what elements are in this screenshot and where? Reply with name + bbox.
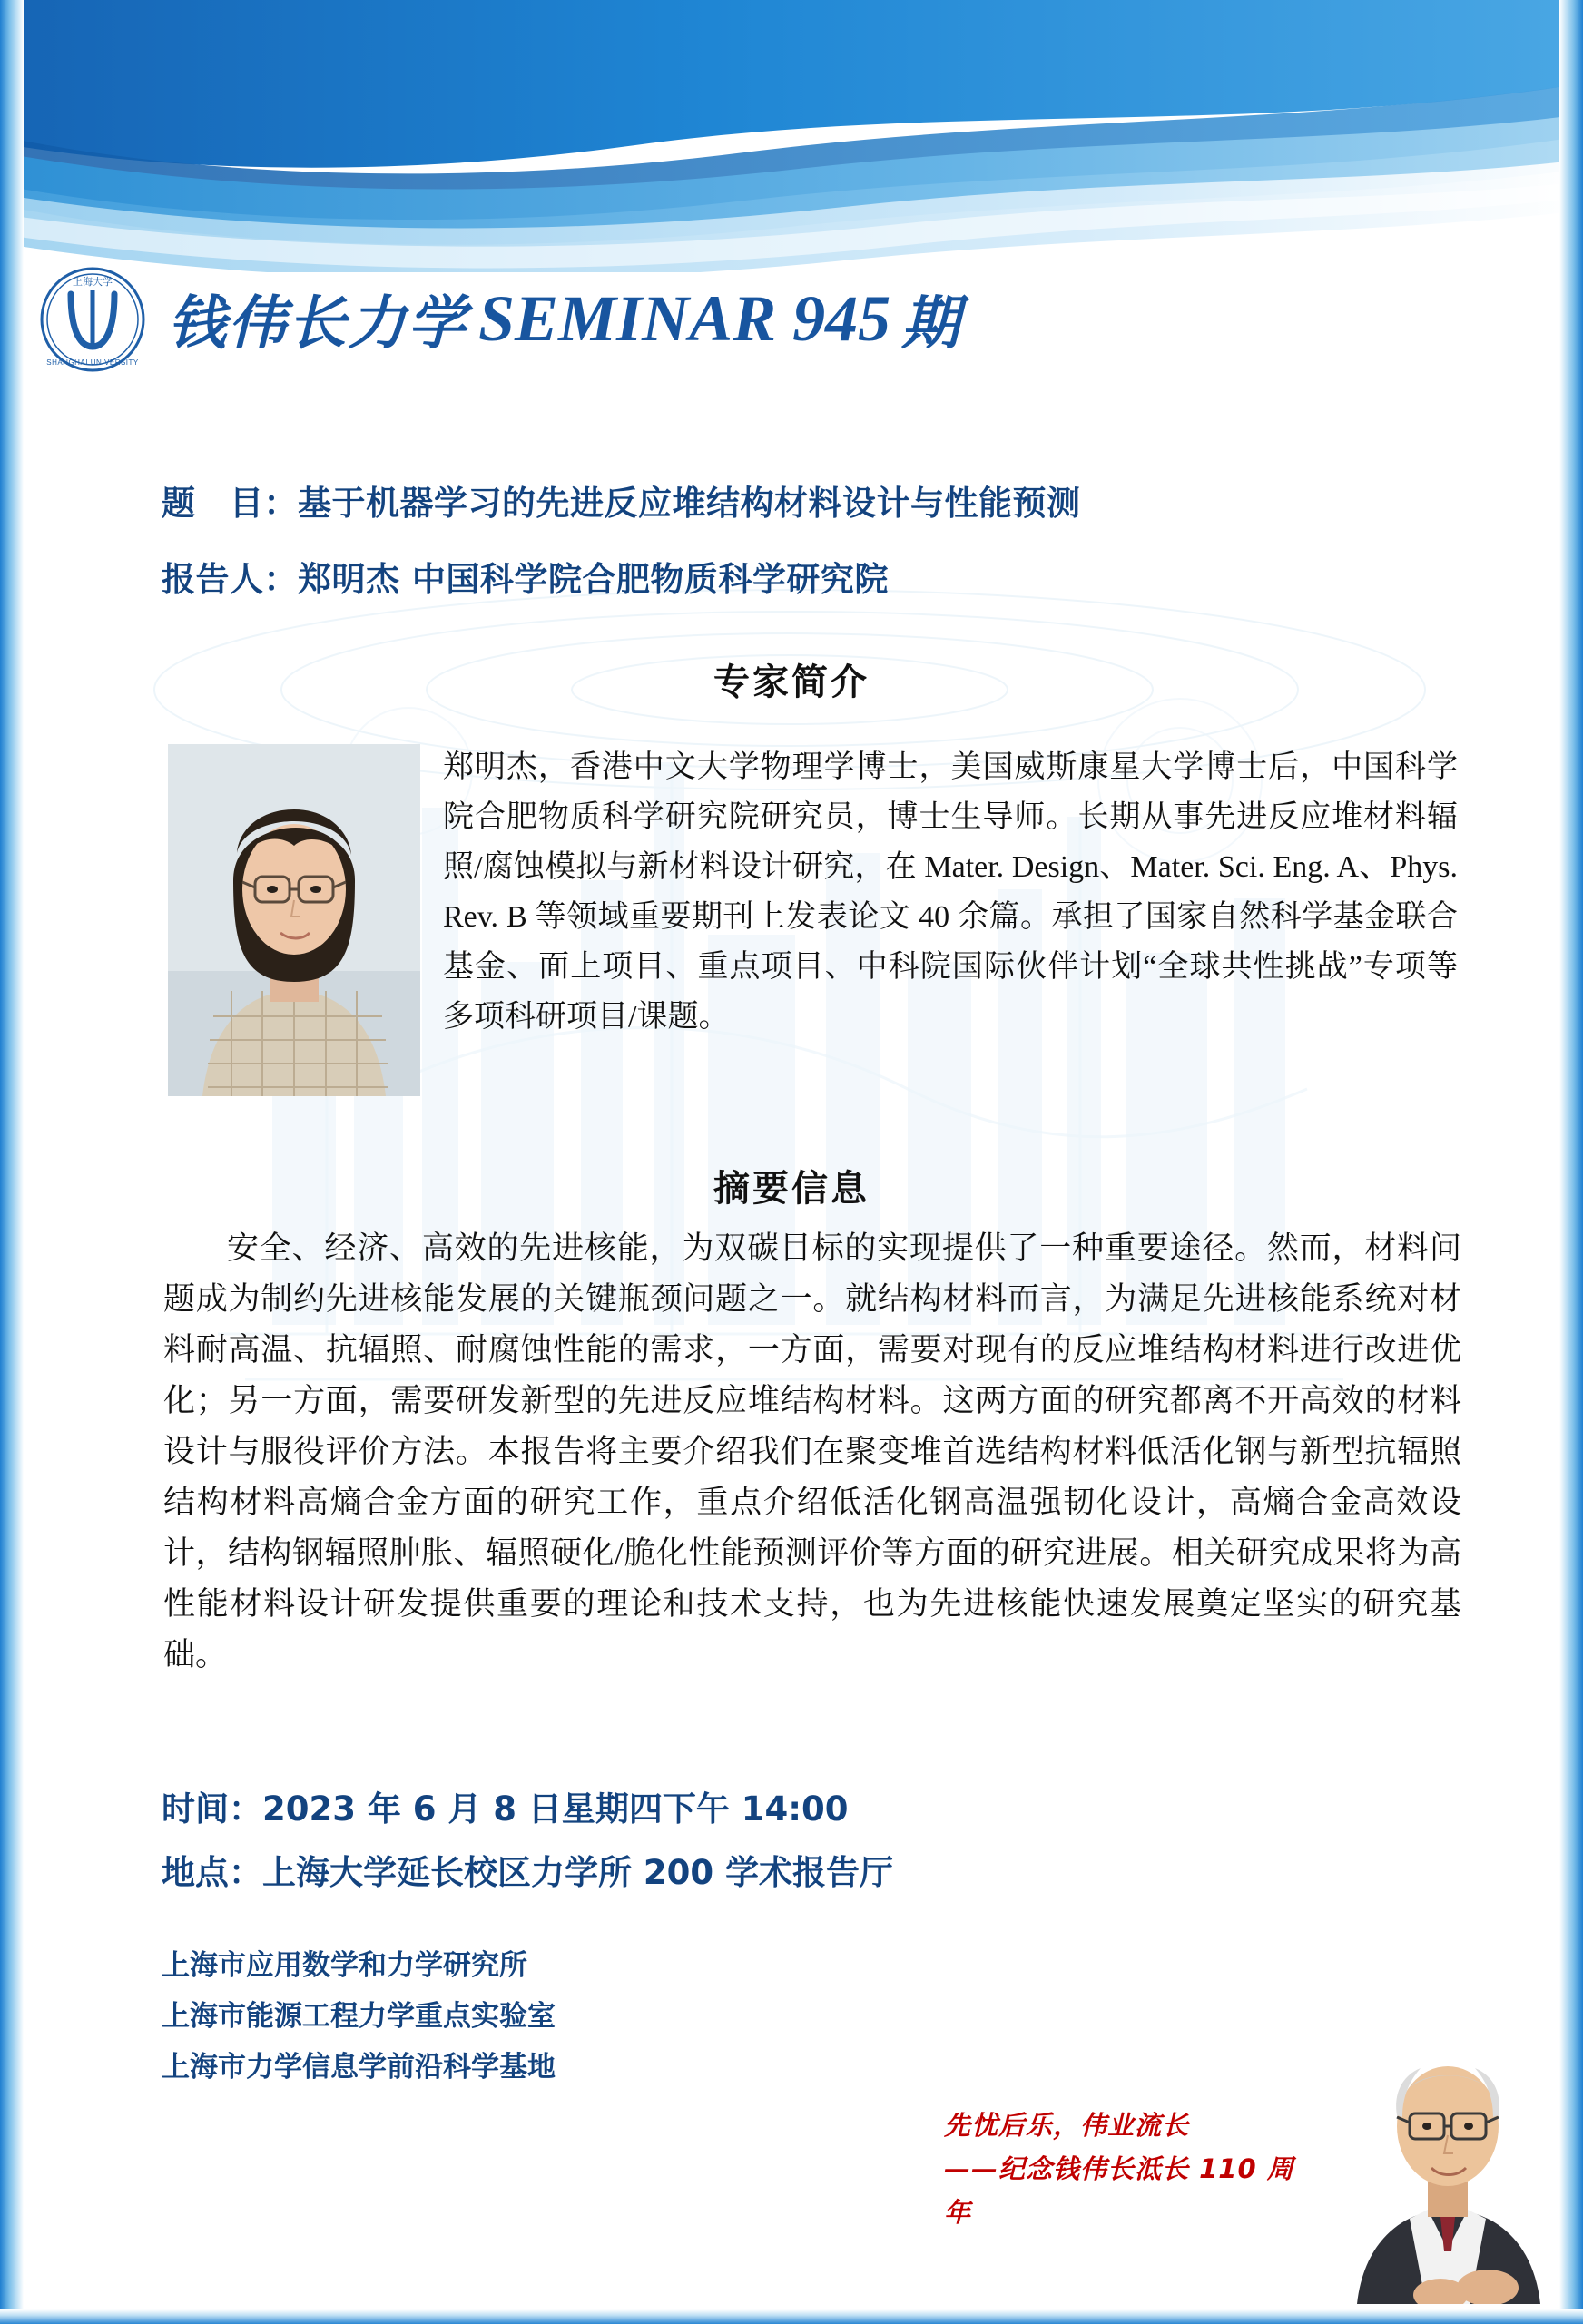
bottom-edge-gradient [0, 2309, 1583, 2324]
abstract-section-heading: 摘要信息 [713, 1168, 870, 1210]
organizer-line-2: 上海市能源工程力学重点实验室 [162, 2000, 556, 2033]
subject-line: 题 目：基于机器学习的先进反应堆结构材料设计与性能预测 [162, 484, 1081, 523]
shanghai-university-logo [27, 263, 159, 381]
commemorative-line-1: 先忧后乐，伟业流长 [944, 2110, 1190, 2141]
commemorative-line-2: ——纪念钱伟长泜长 110 周年 [944, 2153, 1294, 2228]
page-title [168, 277, 1439, 377]
expert-section-heading: 专家简介 [713, 662, 870, 703]
commemorative-slogan [944, 2103, 1307, 2234]
speaker-line: 报告人：郑明杰 中国科学院合肥物质科学研究院 [162, 560, 889, 599]
organizer-line-1: 上海市应用数学和力学研究所 [162, 1949, 527, 1982]
speaker-portrait [168, 744, 420, 1096]
time-line: 时间：2023 年 6 月 8 日星期四下午 14:00 [162, 1790, 849, 1829]
expert-bio-text: 郑明杰，香港中文大学物理学博士，美国威斯康星大学博士后，中国科学院合肥物质科学研究院研究员，博士生导师。长期从事先进反应堆材料辐照/腐蚀模拟与新材料设计研究，在 Mater. Design、Mater. Sci. Eng. A、Phys. Rev. B 等领域重要期刊上发表论文 40 余篇。承担了国家自然科学基金联合基金、面上项目、重点项目、中科院国际伙伴计划“全球共性挑战”专项等多项科研项目/课题。 [443, 750, 1458, 1034]
title-english: SEMINAR 945 [478, 281, 891, 355]
svg-text:上海大学: 上海大学 [73, 276, 113, 288]
title-chinese-suffix: 期 [901, 290, 960, 358]
header-wave-decoration [0, 0, 1583, 272]
qian-weichang-portrait [1333, 2023, 1556, 2304]
title-chinese-prefix: 钱伟长力学 [168, 290, 467, 358]
abstract-text: 安全、经济、高效的先进核能，为双碳目标的实现提供了一种重要途径。然而，材料问题成为制约先进核能发展的关键瓶颈问题之一。就结构材料而言，为满足先进核能系统对材料耐高温、抗辐照、耐腐蚀性能的需求，一方面，需要对现有的反应堆结构材料进行改进优化；另一方面，需要研发新型的先进反应堆结构材料。这两方面的研究都离不开高效的材料设计与服役评价方法。本报告将主要介绍我们在聚变堆首选结构材料低活化钢与新型抗辐照结构材料高熵合金方面的研究工作，重点介绍低活化钢高温强韧化设计，高熵合金高效设计，结构钢辐照肿胀、辐照硬化/脆化性能预测评价等方面的研究进展。相关研究成果将为高性能材料设计研发提供重要的理论和技术支持，也为先进核能快速发展奠定坚实的研究基础。 [163, 1231, 1461, 1672]
place-line: 地点：上海大学延长校区力学所 200 学术报告厅 [162, 1853, 893, 1892]
svg-text:SHANGHAI UNIVERSITY: SHANGHAI UNIVERSITY [46, 358, 139, 367]
organizer-line-3: 上海市力学信息学前沿科学基地 [162, 2051, 556, 2084]
